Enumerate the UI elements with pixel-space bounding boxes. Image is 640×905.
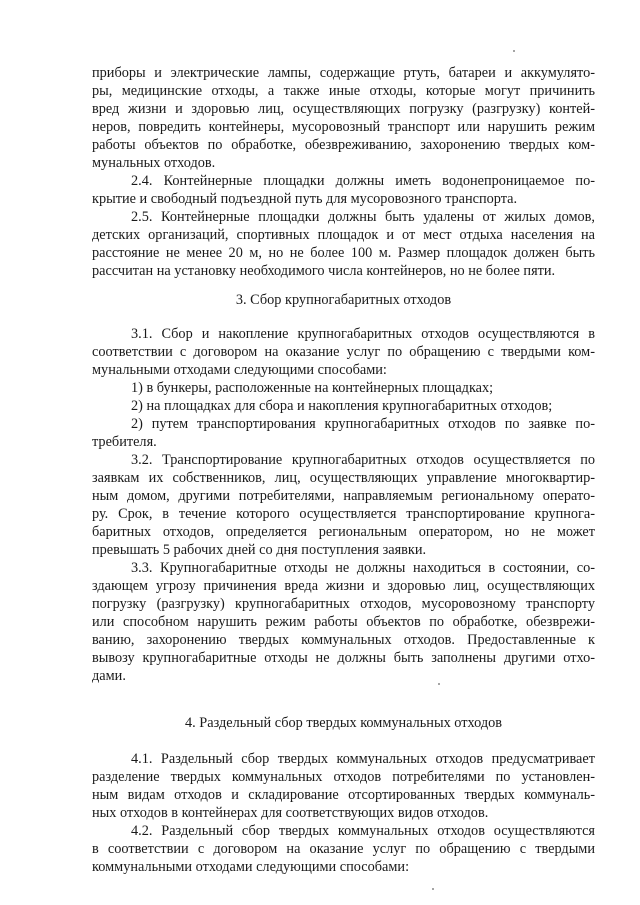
- scan-speck: [432, 888, 434, 890]
- text-line: расстояние не менее 20 м, но не более 100 м. Размер площадок должен быть: [92, 245, 595, 261]
- text-line: 4.1. Раздельный сбор твердых коммунальных отходов предусматривает: [131, 751, 595, 767]
- list-item: 2) путем транспортирования крупногабаритных отходов по заявке по-: [131, 416, 595, 432]
- text-line: 4.2. Раздельный сбор твердых коммунальных отходов осуществляются: [131, 823, 595, 839]
- text-line: требителя.: [92, 434, 157, 450]
- text-line: детских организаций, спортивных площадок и от мест отдыха населения на: [92, 227, 595, 243]
- text-line: 2.4. Контейнерные площадки должны иметь водонепроницаемое по-: [131, 173, 595, 189]
- text-line: погрузку (разгрузку) крупногабаритных отходов, мусоровозному транспорту: [92, 596, 595, 612]
- text-line: коммунальными отходами следующими способами:: [92, 859, 410, 875]
- scan-speck: [438, 683, 440, 685]
- text-line: мунальными отходами следующими способами:: [92, 362, 387, 378]
- text-line: или способном нарушить режим работы объектов по обработке, обезврежи-: [92, 614, 595, 630]
- text-line: разделение твердых коммунальных отходов потребителями по установлен-: [92, 769, 595, 785]
- section-heading-4: 4. Раздельный сбор твердых коммунальных отходов: [184, 715, 503, 731]
- text-line: ным домом, другими потребителями, направляемым региональному операто-: [92, 488, 595, 504]
- text-line: вывозу крупногабаритные отходы не должны быть заполнены другими отхо-: [92, 650, 595, 666]
- text-line: баритных отходов, определяется региональным оператором, но не может: [92, 524, 595, 540]
- text-line: ру. Срок, в течение которого осуществляется транспортирование крупнога-: [92, 506, 595, 522]
- text-line: 3.3. Крупногабаритные отходы не должны находиться в состоянии, со-: [131, 560, 595, 576]
- list-item: 1) в бункеры, расположенные на контейнерных площадках;: [131, 380, 494, 396]
- text-line: в соответствии с договором на оказание услуг по обращению с твердыми: [92, 841, 595, 857]
- text-line: соответствии с договором на оказание услуг по обращению с твердыми ком-: [92, 344, 595, 360]
- text-line: ванию, захоронению твердых коммунальных отходов. Предоставленные к: [92, 632, 595, 648]
- text-line: ным видам отходов и складирование отсортированных твердых коммуналь-: [92, 787, 595, 803]
- list-item: 2) на площадках для сбора и накопления крупногабаритных отходов;: [131, 398, 553, 414]
- text-line: рассчитан на установку необходимого числа контейнеров, но не более пяти.: [92, 263, 556, 279]
- scan-speck: [513, 50, 515, 52]
- text-line: превышать 5 рабочих дней со дня поступления заявки.: [92, 542, 427, 558]
- text-line: 3.1. Сбор и накопление крупногабаритных отходов осуществляются в: [131, 326, 595, 342]
- text-line: ры, медицинские отходы, а также иные отходы, которые могут причинить: [92, 83, 595, 99]
- text-line: заявкам их собственников, лиц, осуществляющих управление многоквартир-: [92, 470, 595, 486]
- text-line: 3.2. Транспортирование крупногабаритных отходов осуществляется по: [131, 452, 595, 468]
- text-line: неров, повредить контейнеры, мусоровозный транспорт или нарушить режим: [92, 119, 595, 135]
- text-line: приборы и электрические лампы, содержащие ртуть, батареи и аккумулято-: [92, 65, 595, 81]
- text-line: 2.5. Контейнерные площадки должны быть удалены от жилых домов,: [131, 209, 595, 225]
- text-line: здающем угрозу причинения вреда жизни и здоровью лиц, осуществляющих: [92, 578, 595, 594]
- section-heading-3: 3. Сбор крупногабаритных отходов: [235, 292, 452, 308]
- text-line: крытие и свободный подъездной путь для мусоровозного транспорта.: [92, 191, 518, 207]
- text-line: ных отходов в контейнерах для соответствующих видов отходов.: [92, 805, 489, 821]
- text-line: мунальных отходов.: [92, 155, 216, 171]
- text-line: вред жизни и здоровью лиц, осуществляющих погрузку (разгрузку) контей-: [92, 101, 595, 117]
- text-line: дами.: [92, 668, 126, 684]
- text-line: работы объектов по обработке, обезвреживанию, захоронению твердых ком-: [92, 137, 595, 153]
